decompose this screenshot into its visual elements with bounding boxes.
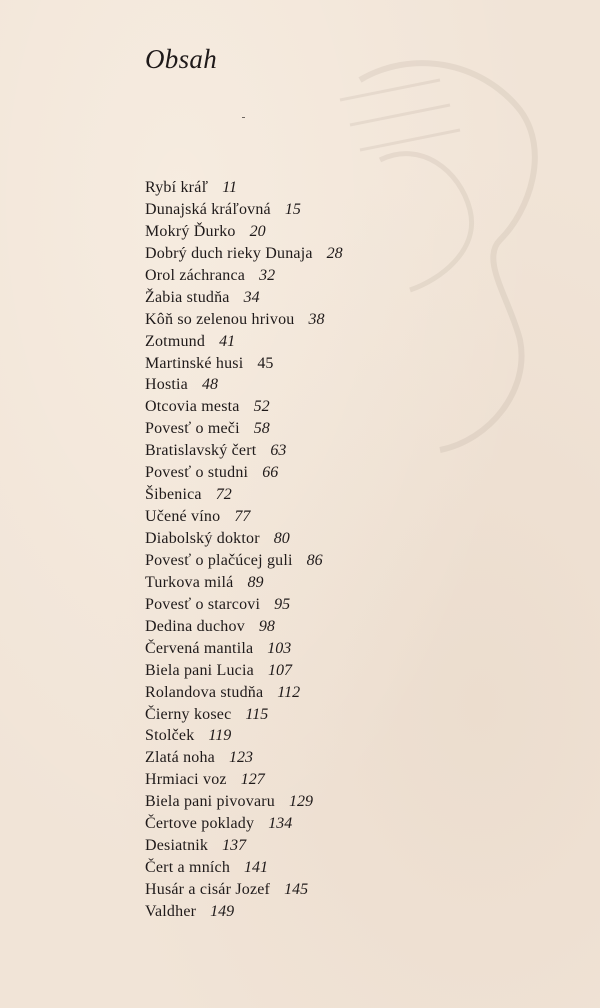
toc-entry-page-number: 145: [284, 881, 309, 898]
toc-entry: [145, 791, 343, 813]
toc-entry-title: Rybí kráľ: [145, 179, 209, 196]
toc-entry: [145, 857, 343, 879]
toc-entry-title: Čertove poklady: [145, 815, 255, 833]
toc-entry-title: Žabia studňa: [145, 288, 230, 306]
toc-entry-page-number: 80: [273, 530, 290, 547]
toc-entry-page-number: 103: [267, 639, 292, 657]
table-of-contents: [145, 177, 343, 923]
toc-entry-title: Desiatnik: [145, 837, 209, 855]
toc-entry-page-number: 28: [326, 244, 343, 262]
toc-entry-page-number: 11: [222, 179, 238, 196]
toc-entry-title: Rolandova studňa: [145, 683, 264, 701]
toc-entry-title: Orol záchranca: [145, 266, 246, 284]
toc-entry-page-number: 95: [274, 595, 291, 613]
toc-entry-title: Otcovia mesta: [145, 398, 240, 416]
toc-entry: [145, 813, 343, 835]
toc-entry-page-number: 149: [210, 902, 235, 920]
toc-entry-title: Martinské husi: [145, 354, 244, 372]
toc-entry: [145, 835, 343, 857]
toc-entry-page-number: 137: [222, 837, 247, 855]
toc-entry: [145, 374, 343, 396]
toc-entry-page-number: 89: [247, 573, 264, 591]
toc-entry: [145, 177, 343, 199]
toc-entry: [145, 528, 343, 550]
toc-entry-page-number: 129: [289, 793, 313, 811]
toc-entry-page-number: 38: [308, 310, 325, 328]
toc-entry-title: Povesť o studni: [145, 464, 249, 482]
toc-entry-page-number: 77: [234, 508, 251, 526]
toc-entry: [145, 331, 343, 353]
toc-entry: [145, 440, 343, 462]
page-title: Obsah: [145, 44, 218, 74]
toc-entry: [145, 616, 343, 638]
toc-entry-page-number: 48: [201, 376, 218, 394]
toc-entry-page-number: 98: [258, 617, 275, 635]
toc-entry-title: Diabolský doktor: [145, 530, 260, 547]
toc-entry-page-number: 58: [253, 420, 270, 438]
toc-entry-page-number: 123: [228, 749, 253, 767]
toc-entry-title: Dobrý duch rieky Dunaja: [145, 244, 313, 262]
toc-entry-page-number: 32: [259, 266, 276, 284]
show-through-illustration: [320, 40, 560, 460]
toc-entry-page-number: 20: [249, 222, 266, 240]
toc-entry-page-number: 63: [270, 442, 287, 460]
toc-entry-page-number: 127: [240, 771, 265, 789]
toc-entry-title: Čert a mních: [145, 859, 231, 877]
toc-entry-title: Dunajská kráľovná: [145, 200, 271, 218]
toc-entry: [145, 572, 343, 594]
toc-entry-page-number: 72: [215, 486, 232, 504]
toc-entry: [145, 484, 343, 506]
toc-entry: [145, 418, 343, 440]
toc-entry-title: Povesť o meči: [145, 420, 240, 438]
toc-entry: [145, 221, 343, 243]
toc-entry-title: Biela pani Lucia: [145, 661, 254, 679]
toc-entry: [145, 682, 343, 704]
toc-entry-title: Čierny kosec: [145, 705, 232, 723]
toc-entry-title: Zlatá noha: [145, 749, 215, 767]
toc-entry-page-number: 15: [284, 200, 301, 218]
toc-entry: [145, 769, 343, 791]
toc-entry-title: Kôň so zelenou hrivou: [145, 310, 295, 328]
toc-entry: [145, 309, 343, 331]
toc-entry: [145, 879, 343, 901]
toc-entry: [145, 638, 343, 660]
toc-entry: [145, 353, 343, 375]
toc-entry: [145, 901, 343, 923]
toc-entry-page-number: 34: [243, 288, 260, 306]
toc-entry-title: Zotmund: [145, 332, 206, 350]
toc-entry: [145, 287, 343, 309]
toc-entry-page-number: 41: [219, 332, 236, 350]
toc-entry-title: Valdher: [145, 902, 197, 920]
toc-entry-title: Husár a cisár Jozef: [145, 881, 271, 898]
toc-entry-title: Stolček: [145, 727, 195, 745]
toc-entry: [145, 462, 343, 484]
toc-entry: [145, 725, 343, 747]
toc-entry: [145, 243, 343, 265]
toc-entry: [145, 396, 343, 418]
toc-entry-page-number: 107: [267, 661, 292, 679]
toc-entry-page-number: 66: [262, 464, 279, 482]
toc-entry-title: Biela pani pivovaru: [145, 793, 275, 811]
toc-entry: [145, 506, 343, 528]
toc-entry: [145, 550, 343, 572]
toc-entry-page-number: 86: [306, 551, 323, 569]
toc-entry-title: Hostia: [145, 376, 188, 394]
toc-entry: [145, 594, 343, 616]
toc-entry-page-number: 141: [244, 859, 269, 877]
toc-entry: [145, 199, 343, 221]
toc-entry-title: Turkova milá: [145, 573, 234, 591]
toc-entry-page-number: 45: [257, 354, 274, 372]
toc-entry-page-number: 119: [208, 727, 232, 745]
toc-entry-title: Bratislavský čert: [145, 442, 257, 460]
toc-entry-title: Učené víno: [145, 508, 221, 526]
toc-entry: [145, 660, 343, 682]
toc-entry: [145, 704, 343, 726]
toc-entry-title: Mokrý Ďurko: [145, 222, 236, 240]
toc-entry-title: Povesť o starcovi: [145, 595, 261, 613]
toc-entry: [145, 747, 343, 769]
toc-entry-page-number: 52: [253, 398, 270, 416]
toc-entry-title: Šibenica: [145, 486, 202, 504]
toc-entry-page-number: 115: [245, 705, 269, 723]
toc-entry-title: Červená mantila: [145, 639, 254, 657]
toc-entry-title: Povesť o plačúcej guli: [145, 551, 293, 569]
toc-entry: [145, 265, 343, 287]
toc-entry-page-number: 112: [277, 683, 301, 701]
toc-entry-page-number: 134: [268, 815, 293, 833]
toc-entry-title: Dedina duchov: [145, 617, 245, 635]
print-mark: [242, 117, 245, 118]
toc-entry-title: Hrmiaci voz: [145, 771, 227, 789]
